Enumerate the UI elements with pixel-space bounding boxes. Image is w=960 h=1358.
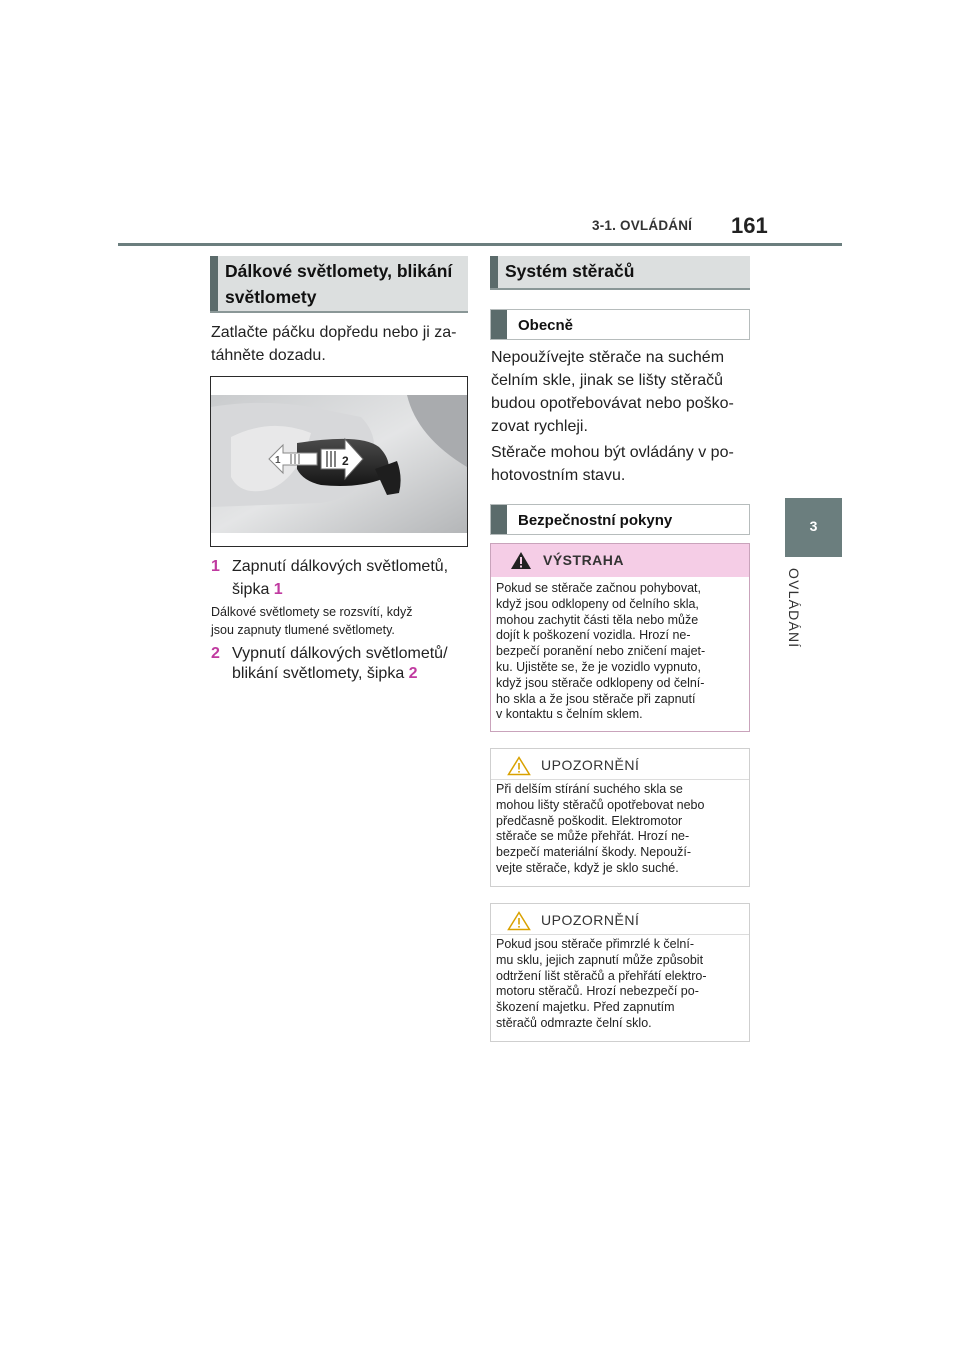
item-2-number: 2 xyxy=(211,645,220,662)
safety-heading: Bezpečnostní pokyny xyxy=(518,512,673,529)
warning-box xyxy=(490,543,750,732)
subheading-general xyxy=(490,309,750,340)
list-item-2 xyxy=(211,642,220,665)
warning-line: ho skla a že jsou stěrače při zapnutí xyxy=(496,691,696,706)
note-line-1: Dálkové světlomety se rozsvítí, když xyxy=(211,605,413,619)
caution-icon xyxy=(507,911,531,931)
warning-title: VÝSTRAHA xyxy=(543,552,625,568)
warning-line: v kontaktu s čelním sklem. xyxy=(496,707,643,722)
warning-line: bezpečí poranění nebo zničení majet- xyxy=(496,644,706,659)
notice-line: motoru stěračů. Hrozí nebezpečí po- xyxy=(496,984,699,999)
subheading-safety xyxy=(490,504,750,535)
general-line-4: zovat rychleji. xyxy=(491,418,588,435)
stalk-illustration xyxy=(210,376,468,547)
warning-line: dojít k poškození vozidla. Hrozí ne- xyxy=(496,628,691,643)
section-heading-high-beam xyxy=(210,256,468,313)
item-1-number: 1 xyxy=(211,558,220,575)
general-line-3: budou opotřebovávat nebo poško- xyxy=(491,395,734,412)
intro-line-1: Zatlačte páčku dopředu nebo ji za- xyxy=(211,324,457,341)
notice-line: vejte stěrače, když je sklo suché. xyxy=(496,860,679,875)
chapter-number: 3 xyxy=(809,518,818,534)
notice-divider xyxy=(491,779,749,780)
notice-2-text xyxy=(496,937,743,1032)
heading-bar xyxy=(490,256,498,288)
notice-line: odtržení lišt stěračů a přehřátí elektro- xyxy=(496,968,707,983)
arrow-1-label: 1 xyxy=(275,455,281,466)
subheading-bar xyxy=(491,310,507,339)
caution-icon xyxy=(507,756,531,776)
chapter-label: OVLÁDÁNÍ xyxy=(786,568,802,649)
general-line-2: čelním skle, jinak se lišty stěračů xyxy=(491,372,724,389)
warning-line: mohou zachytit části těla nebo může xyxy=(496,612,699,627)
section-title: 3-1. OVLÁDÁNÍ xyxy=(592,218,693,233)
page-number: 161 xyxy=(731,213,768,238)
notice-box-2 xyxy=(490,903,750,1042)
warning-line: ku. Ujistěte se, že je vozidlo vypnuto, xyxy=(496,659,701,674)
subheading-bar xyxy=(491,505,507,534)
item-1-arrow-ref: 1 xyxy=(273,581,283,598)
notice-line: mu sklu, jejich zapnutí může způsobit xyxy=(496,952,704,967)
notice-line: mohou lišty stěračů opotřebovat nebo xyxy=(496,797,705,812)
notice-2-title: UPOZORNĚNÍ xyxy=(541,912,640,928)
section-heading-wipers xyxy=(490,256,750,290)
notice-1-text xyxy=(496,782,743,877)
notice-1-title: UPOZORNĚNÍ xyxy=(541,757,640,773)
warning-line: když jsou stěrače odklopeny od čelní- xyxy=(496,675,705,690)
general-line-1: Nepoužívejte stěrače na suchém xyxy=(491,349,725,366)
note-line-2: jsou zapnuty tlumené světlomety. xyxy=(211,623,395,637)
general-heading: Obecně xyxy=(518,317,574,334)
notice-line: stěrače se může přehřát. Hrozí ne- xyxy=(496,829,690,844)
item-1-line-1: Zapnutí dálkových světlometů, xyxy=(232,558,449,575)
heading-line-2: světlomety xyxy=(225,287,317,307)
item-2-line-2 xyxy=(232,662,418,685)
item-1-line-2 xyxy=(232,578,283,601)
warning-line: když jsou odklopeny od čelního skla, xyxy=(496,596,699,611)
warning-text xyxy=(496,581,743,723)
item-2-arrow-ref: 2 xyxy=(408,665,418,682)
heading-line-1: Dálkové světlomety, blikání xyxy=(225,261,453,281)
notice-line: stěračů odmrazte čelní sklo. xyxy=(496,1015,652,1030)
heading-bar xyxy=(210,256,218,311)
warning-icon xyxy=(510,551,532,570)
notice-box-1 xyxy=(490,748,750,887)
warning-line: Pokud se stěrače začnou pohybovat, xyxy=(496,581,701,595)
notice-line: bezpečí materiální škody. Nepouží- xyxy=(496,845,692,860)
item-1-line-2-text: šipka xyxy=(232,581,274,598)
list-item-1 xyxy=(211,555,220,578)
notice-line: Při delším stírání suchého skla se xyxy=(496,782,683,796)
wipers-heading: Systém stěračů xyxy=(505,261,635,281)
notice-divider xyxy=(491,934,749,935)
notice-line: Pokud jsou stěrače přimrzlé k čelní- xyxy=(496,937,694,951)
item-2-line-2-text: blikání světlomety, šipka xyxy=(232,665,409,682)
header-divider xyxy=(118,243,842,246)
item-2-line-1: Vypnutí dálkových světlometů/ xyxy=(232,645,448,662)
general-line-5: Stěrače mohou být ovládány v po- xyxy=(491,444,734,461)
notice-line: škození majetku. Před zapnutím xyxy=(496,1000,675,1015)
stalk-drawing xyxy=(211,377,467,546)
intro-line-2: táhněte dozadu. xyxy=(211,347,326,364)
notice-line: předčasně poškodit. Elektromotor xyxy=(496,813,683,828)
general-line-6: hotovostním stavu. xyxy=(491,467,626,484)
arrow-2-label: 2 xyxy=(342,454,349,468)
